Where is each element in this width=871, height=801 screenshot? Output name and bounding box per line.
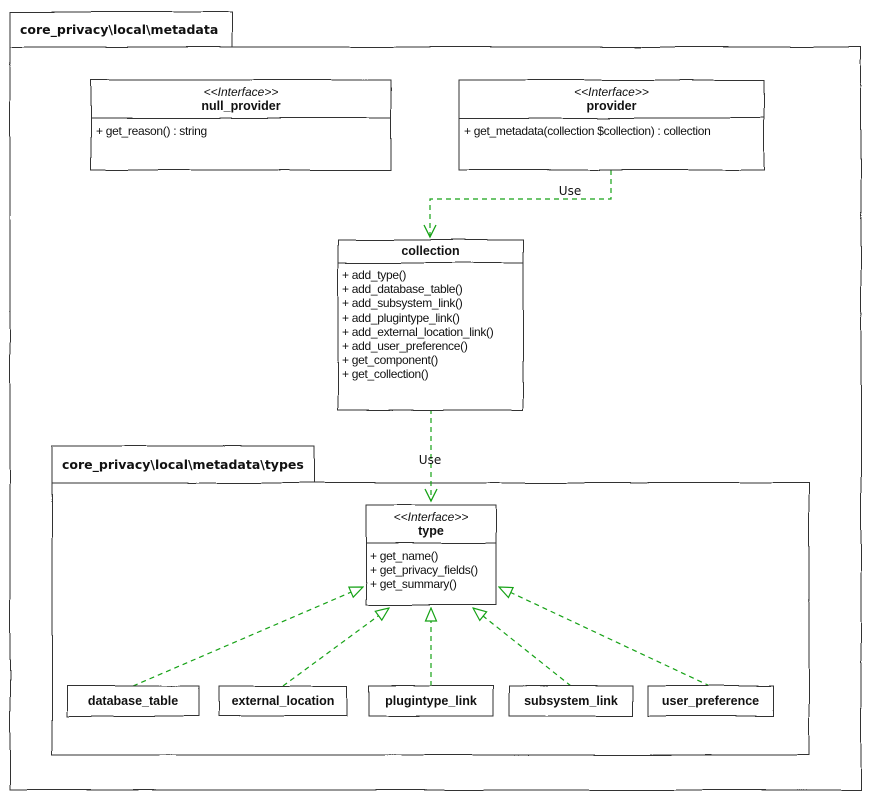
- subtype-label-subsystem-link: subsystem_link: [524, 694, 618, 708]
- method-line: + add_type(): [342, 268, 407, 282]
- method-line: + get_metadata(collection $collection) : collection: [464, 124, 711, 138]
- method-line: + get_privacy_fields(): [370, 563, 478, 578]
- use-label-collection-type: Use: [418, 453, 442, 467]
- provider-methods: [464, 124, 762, 138]
- subtype-label-user-preference: user_preference: [661, 694, 760, 708]
- collection-methods: [342, 268, 522, 382]
- provider-header: [459, 85, 764, 114]
- type-name: type: [418, 524, 444, 538]
- method-line: + add_database_table(): [342, 282, 463, 297]
- method-line: + get_component(): [342, 353, 438, 368]
- method-line: + get_name(): [370, 549, 439, 563]
- subtype-label-external-location: external_location: [231, 694, 335, 708]
- method-line: + add_plugintype_link(): [342, 310, 460, 325]
- outer-package-title: core_privacy\local\metadata: [20, 22, 219, 37]
- method-line: + add_external_location_link(): [342, 324, 494, 339]
- provider-name: provider: [586, 99, 637, 113]
- method-line: + add_subsystem_link(): [342, 296, 463, 311]
- method-line: + get_collection(): [342, 367, 429, 382]
- method-line: + get_summary(): [370, 577, 457, 592]
- method-line: + add_user_preference(): [342, 339, 468, 354]
- method-line: + get_reason() : string: [96, 124, 207, 138]
- subtype-label-plugintype-link: plugintype_link: [385, 694, 477, 708]
- type-header: [366, 510, 496, 539]
- null-provider-stereotype: <<Interface>>: [203, 85, 279, 99]
- null-provider-header: [91, 85, 391, 114]
- collection-name: collection: [401, 244, 460, 258]
- null-provider-methods: [96, 124, 388, 138]
- type-stereotype: <<Interface>>: [393, 510, 469, 524]
- subtype-label-database-table: database_table: [87, 694, 179, 708]
- types-package-title: core_privacy\local\metadata\types: [62, 457, 304, 472]
- use-label-provider-collection: Use: [558, 184, 582, 198]
- type-methods: [370, 549, 494, 592]
- null-provider-name: null_provider: [201, 99, 281, 113]
- provider-stereotype: <<Interface>>: [574, 85, 649, 99]
